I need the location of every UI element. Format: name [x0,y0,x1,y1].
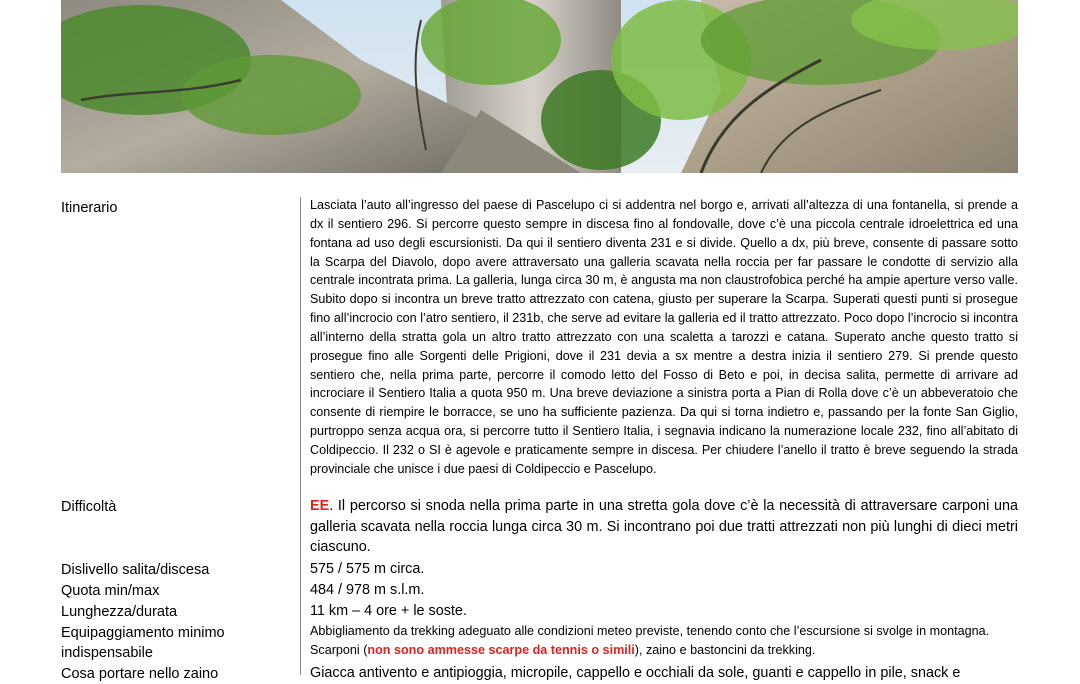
equipaggiamento-text-part1: Abbigliamento da trekking adeguato alle condizioni meteo previste, tenendo conto che l’escursione si svolge in montagna. Scarponi ( [310,624,990,657]
zaino-text: Giacca antivento e antipioggia, micropile, cappello e occhiali da sole, guanti e cappello in pile, snack e [310,665,961,681]
difficolta-text [310,496,1018,558]
quota-value: 484 / 978 m s.l.m. [310,582,425,598]
equipaggiamento-text [310,622,1018,660]
itinerario-label: Itinerario [61,200,118,216]
column-divider [300,197,301,675]
dislivello-label: Dislivello salita/discesa [61,562,210,578]
difficolta-label: Difficoltà [61,499,117,515]
footwear-warning: non sono ammesse scarpe da tennis o simili [367,642,635,657]
equipaggiamento-label-line2: indispensabile [61,645,153,661]
zaino-label: Cosa portare nello zaino [61,666,219,682]
lunghezza-label: Lunghezza/durata [61,604,178,620]
equipaggiamento-label [61,623,225,663]
difficulty-grade: EE [310,498,330,514]
gorge-photo-icon [61,0,1018,173]
difficolta-description: . Il percorso si snoda nella prima parte in una stretta gola dove c’è la necessità di attraversare carponi una galleria scavata nella roccia lunga circa 30 m. Si incontrano poi due tratti attrezzati non più lunghi di dieci metri ciascuno. [310,498,1018,556]
itinerario-text: Lasciata l’auto all’ingresso del paese di Pascelupo ci si addentra nel borgo e, arrivati all’altezza di una fontanella, si prende a dx il sentiero 296. Si percorre questo sempre in discesa fino al fondovalle, dove c’è una piccola centrale idroelettrica ed una fontana ad uso degli escursionisti. Da qui il sentiero diventa 231 e si divide. Quello a dx, più breve, consente di passare sotto la Scarpa del Diavolo, dopo avere attraversato una galleria scavata nella roccia per far passare le condotte di servizio alla centrale incontrata prima. La galleria, lunga circa 30 m, è angusta ma non claustrofobica perché ha ampie aperture verso valle. Subito dopo si incontra un breve tratto attrezzato con catena, giusto per superare la Scarpa. Superati questi punti si prosegue fino all’incrocio con l’atro sentiero, il 231b, che serve ad evitare la galleria ed il tratto attrezzato. Poco dopo l’incrocio si incontra all’interno della stratta gola un altro tratto attrezzato con una scaletta a tarozzi e catana. Superato anche questo tratto si prosegue fino alle Sorgenti delle Prigioni, dove il 231 devia a sx mentre a destra inizia il sentiero 279. Si prende questo sentiero che, nella prima parte, percorre il comodo letto del Fosso di Beto e poi, in decisa salita, permette di arrivare ad incrociare il Sentiero Italia a quota 950 m. Una breve deviazione a sinistra porta a Pian di Rolla dove c’è un abbeveratoio che consente di riempire le borracce, se uno ha sufficiente pazienza. Da qui si torna indietro e, passando per la fonte San Giglio, purtroppo senza acqua ora, si percorre tutto il Sentiero Italia, i segnavia indicano la numerazione locale 232, fino all’abitato di Coldipeccio. Il 232 o SI è agevole e praticamente sempre in discesa. Per chiudere l’anello il tratto è breve seguendo la strada provinciale che unisce i due paesi di Coldipeccio e Pascelupo. [310,198,1018,476]
equipaggiamento-text-part2: ), zaino e bastoncini da trekking. [634,642,816,657]
header-photo [61,0,1018,173]
quota-label: Quota min/max [61,583,160,599]
equipaggiamento-label-line1: Equipaggiamento minimo [61,625,225,641]
dislivello-value: 575 / 575 m circa. [310,561,425,577]
lunghezza-value: 11 km – 4 ore + le soste. [310,603,467,619]
